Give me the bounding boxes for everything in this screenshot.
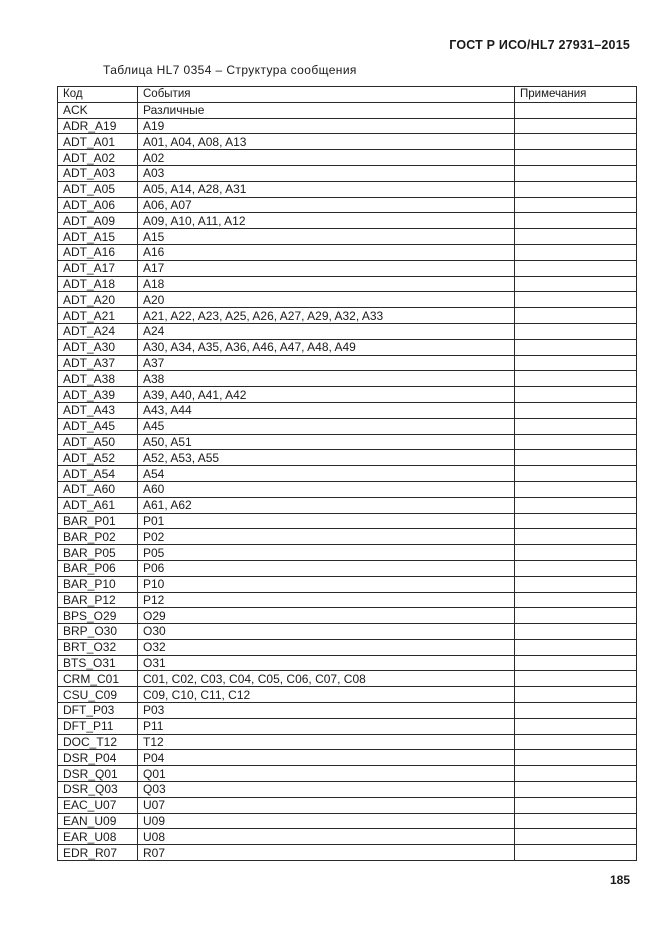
cell-notes [515, 545, 637, 561]
cell-notes [515, 118, 637, 134]
cell-code: ADT_A09 [58, 213, 138, 229]
cell-code: BPS_O29 [58, 608, 138, 624]
cell-code: DOC_T12 [58, 734, 138, 750]
table-row [58, 323, 637, 339]
cell-events: P01 [138, 513, 515, 529]
cell-notes [515, 292, 637, 308]
table-row [58, 339, 637, 355]
cell-events: P12 [138, 592, 515, 608]
cell-code: EAN_U09 [58, 813, 138, 829]
cell-code: DSR_Q03 [58, 782, 138, 798]
table-row [58, 292, 637, 308]
table-row [58, 639, 637, 655]
cell-code: BAR_P10 [58, 576, 138, 592]
cell-code: ADT_A16 [58, 244, 138, 260]
cell-notes [515, 165, 637, 181]
table-row [58, 513, 637, 529]
cell-notes [515, 845, 637, 861]
table-row [58, 434, 637, 450]
cell-events: A21, A22, A23, A25, A26, A27, A29, A32, A33 [138, 308, 515, 324]
cell-events: A60 [138, 481, 515, 497]
cell-notes [515, 387, 637, 403]
cell-events: O32 [138, 639, 515, 655]
cell-events: A54 [138, 466, 515, 482]
table-row [58, 197, 637, 213]
cell-notes [515, 308, 637, 324]
cell-notes [515, 703, 637, 719]
cell-events: P04 [138, 750, 515, 766]
table-row [58, 624, 637, 640]
cell-events: A43, A44 [138, 402, 515, 418]
cell-events: A15 [138, 229, 515, 245]
cell-code: DSR_Q01 [58, 766, 138, 782]
cell-notes [515, 687, 637, 703]
cell-events: A50, A51 [138, 434, 515, 450]
cell-code: ADT_A21 [58, 308, 138, 324]
cell-code: EAC_U07 [58, 797, 138, 813]
table-row [58, 418, 637, 434]
cell-code: BAR_P02 [58, 529, 138, 545]
cell-code: ADT_A01 [58, 134, 138, 150]
table-row [58, 402, 637, 418]
cell-code: ADT_A52 [58, 450, 138, 466]
cell-events: P05 [138, 545, 515, 561]
cell-notes [515, 371, 637, 387]
cell-code: ACK [58, 102, 138, 118]
cell-notes [515, 655, 637, 671]
table-row [58, 750, 637, 766]
cell-notes [515, 797, 637, 813]
cell-events: A61, A62 [138, 497, 515, 513]
cell-events: A52, A53, A55 [138, 450, 515, 466]
table-row [58, 734, 637, 750]
message-structure-table [57, 86, 637, 861]
cell-events: A30, A34, A35, A36, A46, A47, A48, A49 [138, 339, 515, 355]
cell-code: BAR_P12 [58, 592, 138, 608]
table-row [58, 102, 637, 118]
table-row [58, 576, 637, 592]
cell-events: A19 [138, 118, 515, 134]
table-row [58, 229, 637, 245]
cell-code: ADT_A61 [58, 497, 138, 513]
cell-events: U09 [138, 813, 515, 829]
cell-code: ADT_A45 [58, 418, 138, 434]
column-header-events: События [138, 87, 515, 103]
cell-code: ADT_A39 [58, 387, 138, 403]
table-row [58, 181, 637, 197]
cell-notes [515, 450, 637, 466]
cell-notes [515, 434, 637, 450]
table-row [58, 671, 637, 687]
table-row [58, 560, 637, 576]
table-row [58, 845, 637, 861]
cell-events: Q03 [138, 782, 515, 798]
table-row [58, 481, 637, 497]
table-row [58, 134, 637, 150]
table-row [58, 687, 637, 703]
cell-notes [515, 197, 637, 213]
cell-code: DFT_P11 [58, 718, 138, 734]
table-row [58, 355, 637, 371]
cell-events: A39, A40, A41, A42 [138, 387, 515, 403]
cell-code: ADT_A03 [58, 165, 138, 181]
cell-notes [515, 592, 637, 608]
cell-events: O31 [138, 655, 515, 671]
table-row [58, 703, 637, 719]
cell-code: ADT_A06 [58, 197, 138, 213]
cell-code: ADT_A02 [58, 150, 138, 166]
table-row [58, 387, 637, 403]
table-row [58, 371, 637, 387]
table-row [58, 529, 637, 545]
cell-events: A02 [138, 150, 515, 166]
cell-events: C09, C10, C11, C12 [138, 687, 515, 703]
cell-code: ADT_A05 [58, 181, 138, 197]
cell-notes [515, 639, 637, 655]
cell-events: T12 [138, 734, 515, 750]
cell-events: A18 [138, 276, 515, 292]
table-row [58, 244, 637, 260]
cell-code: ADT_A43 [58, 402, 138, 418]
cell-events: A20 [138, 292, 515, 308]
cell-code: BRP_O30 [58, 624, 138, 640]
cell-code: ADT_A18 [58, 276, 138, 292]
cell-code: CSU_C09 [58, 687, 138, 703]
cell-code: BAR_P06 [58, 560, 138, 576]
cell-code: BTS_O31 [58, 655, 138, 671]
cell-events: C01, C02, C03, C04, C05, C06, C07, C08 [138, 671, 515, 687]
table-header-row [58, 87, 637, 103]
table-row [58, 213, 637, 229]
cell-notes [515, 766, 637, 782]
cell-notes [515, 782, 637, 798]
cell-notes [515, 260, 637, 276]
cell-code: ADR_A19 [58, 118, 138, 134]
table-row [58, 813, 637, 829]
cell-events: P03 [138, 703, 515, 719]
cell-events: A16 [138, 244, 515, 260]
page-number: 185 [609, 873, 630, 887]
cell-code: ADT_A15 [58, 229, 138, 245]
cell-events: Q01 [138, 766, 515, 782]
cell-notes [515, 813, 637, 829]
cell-code: ADT_A17 [58, 260, 138, 276]
cell-events: A03 [138, 165, 515, 181]
cell-events: A17 [138, 260, 515, 276]
cell-notes [515, 402, 637, 418]
document-header: ГОСТ Р ИСО/HL7 27931–2015 [449, 38, 630, 52]
cell-notes [515, 513, 637, 529]
cell-notes [515, 734, 637, 750]
table-caption: Таблица HL7 0354 – Структура сообщения [103, 63, 357, 77]
cell-notes [515, 134, 637, 150]
cell-notes [515, 481, 637, 497]
table-row [58, 797, 637, 813]
cell-code: EAR_U08 [58, 829, 138, 845]
cell-events: A06, A07 [138, 197, 515, 213]
cell-events: P06 [138, 560, 515, 576]
cell-notes [515, 718, 637, 734]
table-row [58, 592, 637, 608]
cell-events: O29 [138, 608, 515, 624]
cell-code: ADT_A20 [58, 292, 138, 308]
table-row [58, 829, 637, 845]
cell-events: U07 [138, 797, 515, 813]
cell-events: A45 [138, 418, 515, 434]
cell-notes [515, 244, 637, 260]
cell-code: ADT_A54 [58, 466, 138, 482]
column-header-notes: Примечания [515, 87, 637, 103]
table-row [58, 782, 637, 798]
cell-events: A09, A10, A11, A12 [138, 213, 515, 229]
table-row [58, 165, 637, 181]
cell-code: ADT_A24 [58, 323, 138, 339]
table-row [58, 450, 637, 466]
cell-notes [515, 213, 637, 229]
cell-code: ADT_A50 [58, 434, 138, 450]
cell-notes [515, 560, 637, 576]
table-row [58, 608, 637, 624]
table-row [58, 118, 637, 134]
table-row [58, 260, 637, 276]
table-row [58, 655, 637, 671]
cell-notes [515, 355, 637, 371]
cell-notes [515, 624, 637, 640]
cell-events: A01, A04, A08, A13 [138, 134, 515, 150]
cell-notes [515, 229, 637, 245]
cell-code: DFT_P03 [58, 703, 138, 719]
cell-events: O30 [138, 624, 515, 640]
cell-events: A05, A14, A28, A31 [138, 181, 515, 197]
cell-code: ADT_A37 [58, 355, 138, 371]
cell-notes [515, 466, 637, 482]
cell-code: CRM_C01 [58, 671, 138, 687]
table-body [58, 102, 637, 860]
cell-code: EDR_R07 [58, 845, 138, 861]
table-row [58, 497, 637, 513]
cell-notes [515, 829, 637, 845]
cell-events: P10 [138, 576, 515, 592]
cell-notes [515, 497, 637, 513]
cell-notes [515, 418, 637, 434]
cell-notes [515, 150, 637, 166]
table-row [58, 308, 637, 324]
table-row [58, 276, 637, 292]
cell-events: Различные [138, 102, 515, 118]
cell-code: BAR_P05 [58, 545, 138, 561]
cell-code: ADT_A30 [58, 339, 138, 355]
cell-notes [515, 608, 637, 624]
cell-code: DSR_P04 [58, 750, 138, 766]
cell-notes [515, 102, 637, 118]
cell-code: BRT_O32 [58, 639, 138, 655]
table-row [58, 718, 637, 734]
cell-events: A38 [138, 371, 515, 387]
table-row [58, 150, 637, 166]
cell-notes [515, 339, 637, 355]
cell-events: R07 [138, 845, 515, 861]
cell-notes [515, 671, 637, 687]
cell-notes [515, 323, 637, 339]
cell-events: A24 [138, 323, 515, 339]
cell-code: BAR_P01 [58, 513, 138, 529]
cell-events: A37 [138, 355, 515, 371]
cell-events: P02 [138, 529, 515, 545]
cell-notes [515, 576, 637, 592]
cell-notes [515, 181, 637, 197]
column-header-code: Код [58, 87, 138, 103]
cell-notes [515, 276, 637, 292]
cell-code: ADT_A38 [58, 371, 138, 387]
cell-events: U08 [138, 829, 515, 845]
cell-code: ADT_A60 [58, 481, 138, 497]
cell-events: P11 [138, 718, 515, 734]
cell-notes [515, 750, 637, 766]
table-row [58, 466, 637, 482]
table-row [58, 545, 637, 561]
cell-notes [515, 529, 637, 545]
table-row [58, 766, 637, 782]
